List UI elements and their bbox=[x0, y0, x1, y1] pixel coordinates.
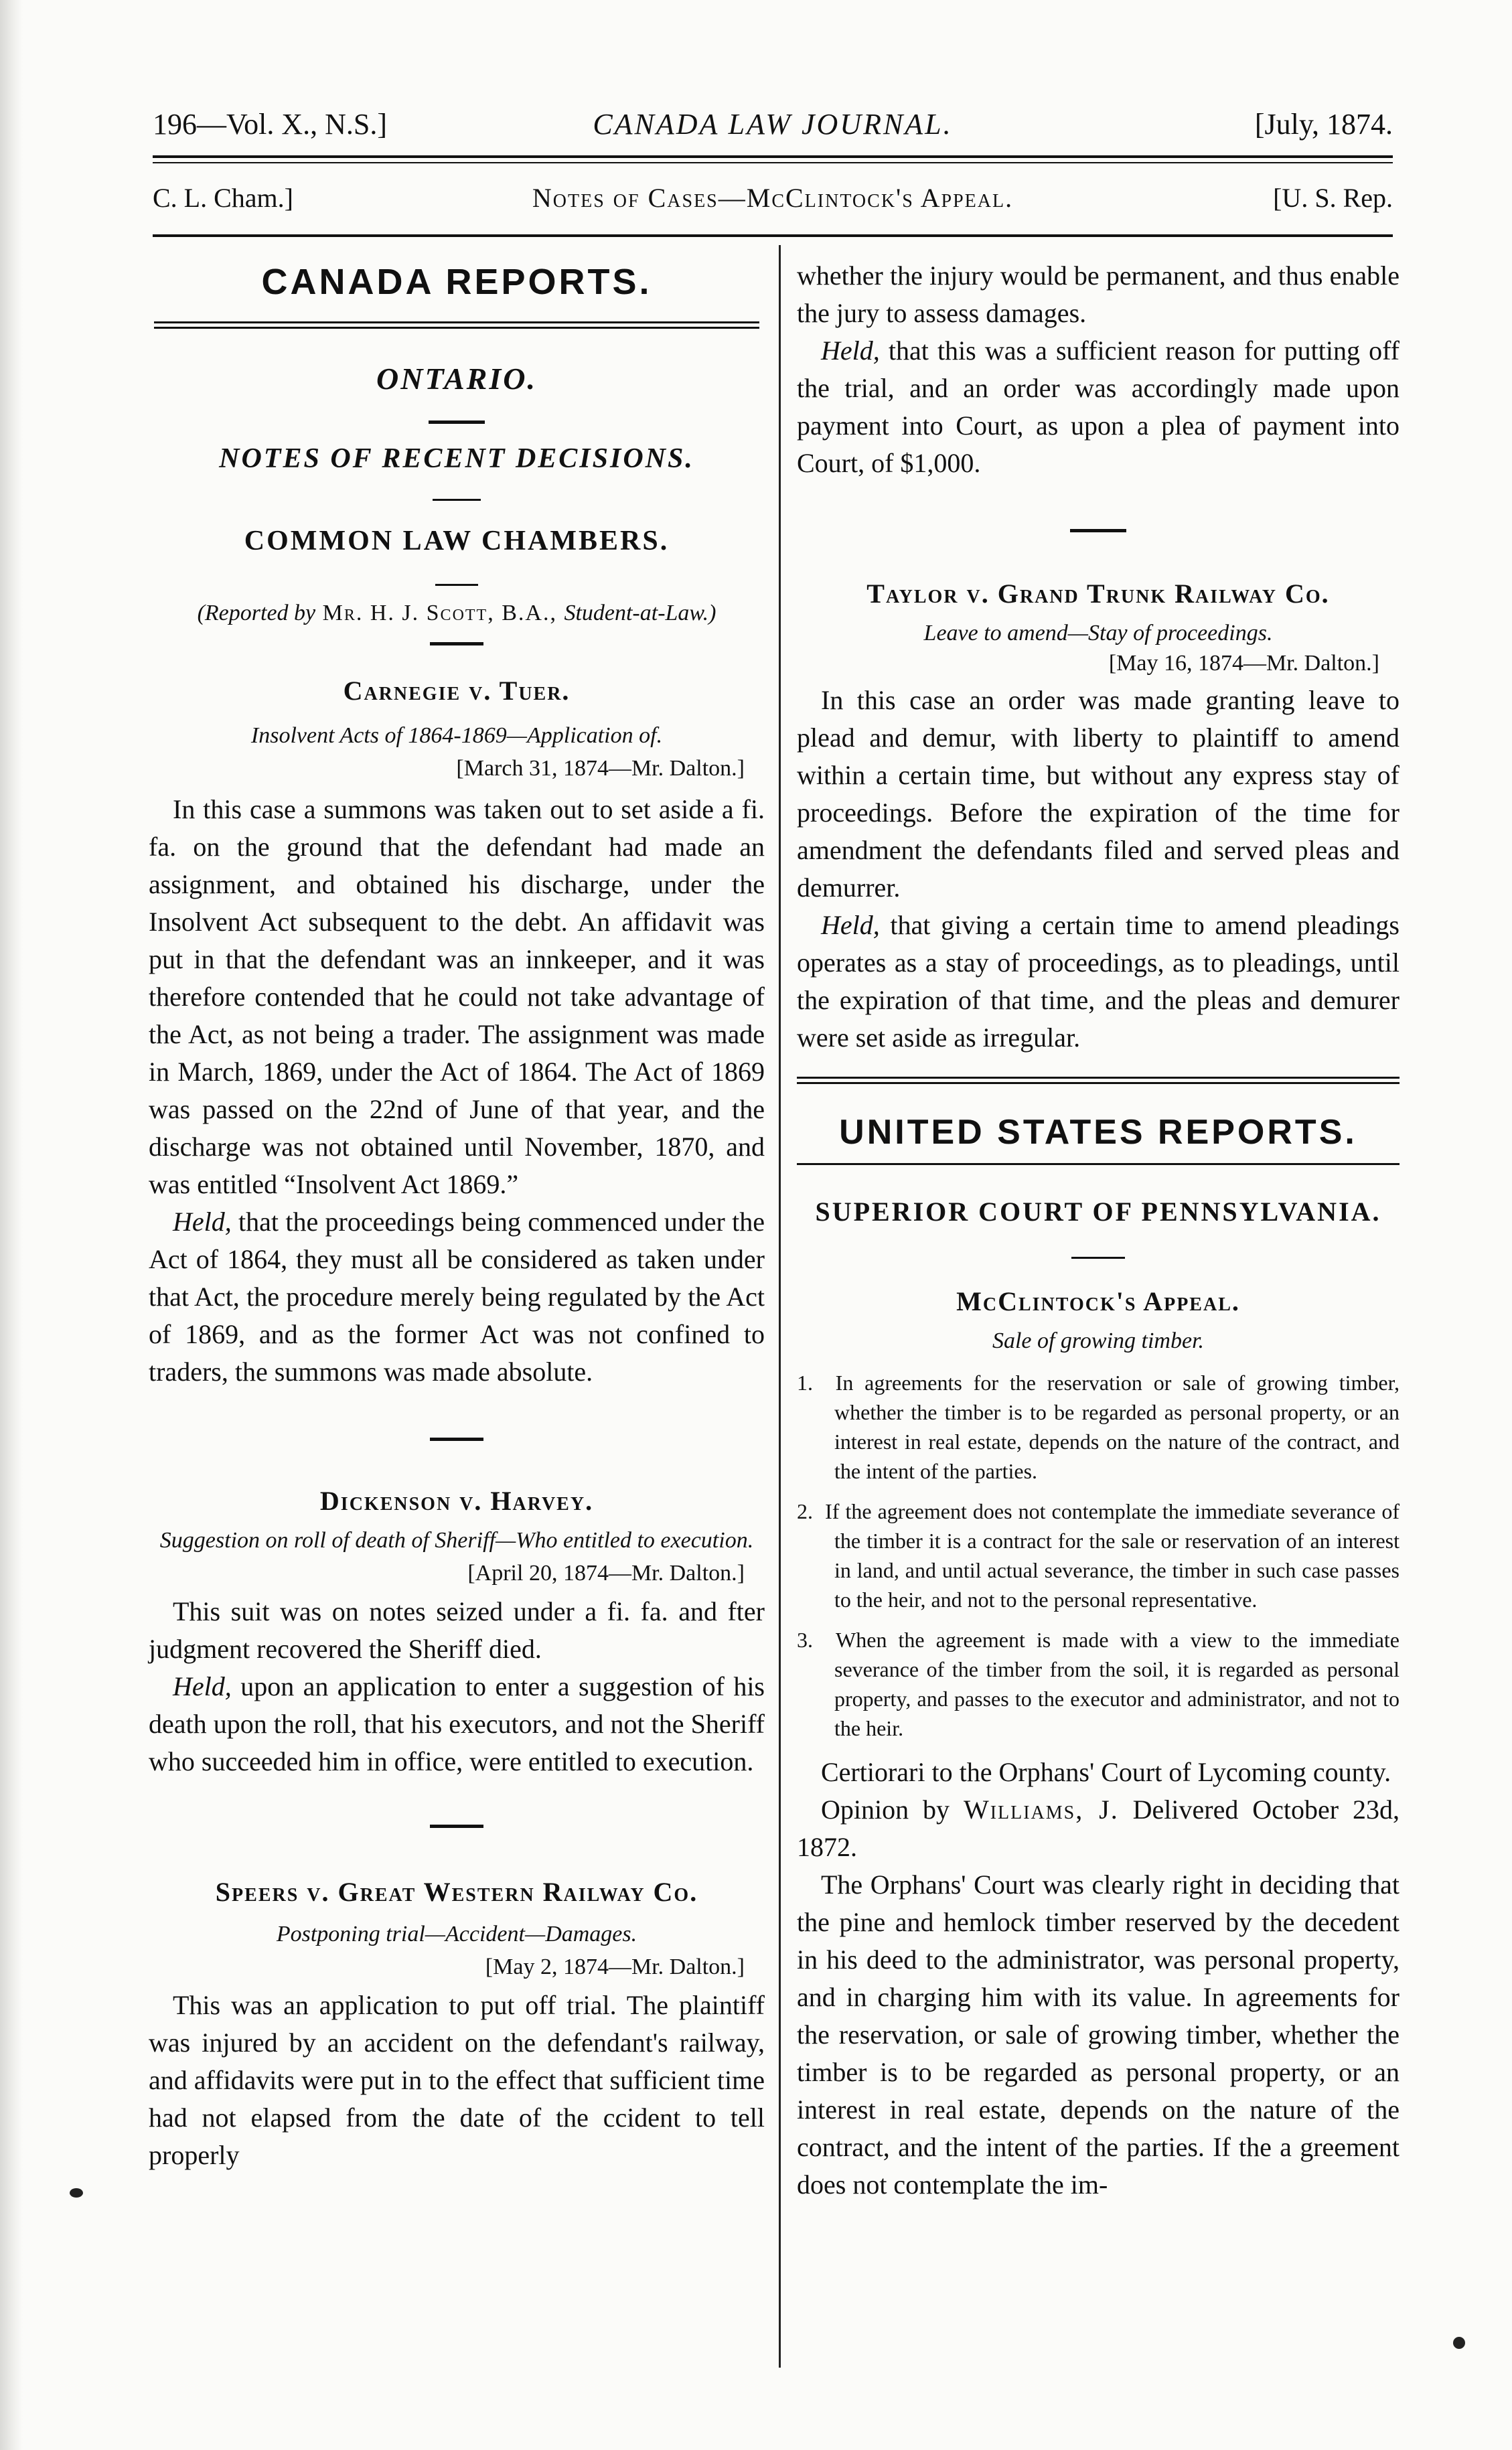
case-separator-2 bbox=[430, 1825, 483, 1828]
short-rule-3 bbox=[435, 584, 478, 586]
reporter-prefix: (Reported by bbox=[197, 601, 316, 625]
ink-blot bbox=[70, 2188, 83, 2198]
case-title-dickenson: Dickenson v. Harvey. bbox=[319, 1486, 594, 1516]
section-header bbox=[153, 182, 1393, 222]
held-text: upon an application to enter a suggestion of his death upon the roll, that his executors, and not the Sheriff who succeeded him in office, were entitled to execution. bbox=[149, 1671, 765, 1776]
case-date-taylor: [May 16, 1874—Mr. Dalton.] bbox=[1108, 651, 1379, 676]
canada-reports-heading: CANADA REPORTS. bbox=[261, 262, 652, 302]
reporter-suffix: Student-at-Law.) bbox=[564, 601, 716, 625]
case-title-mcclintock: McClintock's Appeal. bbox=[956, 1286, 1240, 1316]
case-text-dickenson: This suit was on notes seized under a fi. fa. and fter judgment recovered the Sheriff died. bbox=[149, 1596, 765, 1664]
case-subtitle-dickenson: Suggestion on roll of death of Sheriff—Who entitled to execution. bbox=[159, 1528, 754, 1553]
province-heading: ONTARIO. bbox=[376, 362, 537, 396]
short-rule-4 bbox=[430, 642, 483, 645]
held-label: Held, bbox=[821, 335, 880, 366]
held-label: Held, bbox=[173, 1207, 232, 1237]
held-text: that the proceedings being commenced under the Act of 1864, they must all be considered as taken under that Act, the procedure merely being regulated by the Act of 1869, and as the former Act was not confined to traders, the summons was made absolute. bbox=[149, 1207, 765, 1387]
case-date-dickenson: [April 20, 1874—Mr. Dalton.] bbox=[467, 1561, 745, 1586]
header-rule-top bbox=[153, 155, 1393, 158]
held-label: Held, bbox=[173, 1671, 232, 1701]
notes-heading: NOTES OF RECENT DECISIONS. bbox=[219, 443, 694, 474]
header-court-left: C. L. Cham.] bbox=[153, 183, 293, 213]
case-title-taylor: Taylor v. Grand Trunk Railway Co. bbox=[866, 579, 1330, 609]
headnote-list bbox=[797, 1368, 1400, 1743]
header-court-right: [U. S. Rep. bbox=[1273, 183, 1393, 213]
opinion-text: The Orphans' Court was clearly right in deciding that the pine and hemlock timber reserved by the decedent in his deed to the administrator, was personal property, and in charging him with its value. In agreements for the reservation, or sale of growing timber, whether the timber is to be regarded as personal property, or an interest in real estate, depends on the nature of the contract, and the intent of the parties. If the a greement does not contemplate the im- bbox=[797, 1869, 1400, 2200]
header-volume: 196—Vol. X., N.S.] bbox=[153, 108, 388, 141]
short-rule-2 bbox=[433, 499, 481, 501]
us-reports-rule bbox=[797, 1163, 1400, 1165]
held-label: Held, bbox=[821, 910, 880, 940]
case-holding-taylor bbox=[797, 907, 1400, 1057]
left-column bbox=[149, 248, 765, 2174]
court-heading: COMMON LAW CHAMBERS. bbox=[244, 526, 670, 556]
continued-holding bbox=[797, 332, 1400, 482]
reporter-credit bbox=[149, 601, 765, 626]
headnote-text: In agreements for the reservation or sale of growing timber, whether the timber is to be regarded as personal property, or an interest in real estate, depends on the nature of the contract, and the intent of the parties. bbox=[834, 1371, 1400, 1483]
opinion-suffix: Delivered October 23d, 1872. bbox=[797, 1794, 1400, 1862]
case-subtitle-mcclintock: Sale of growing timber. bbox=[992, 1328, 1205, 1353]
held-text: that giving a certain time to amend pleadings operates as a stay of proceedings, as to pleadings, until the expiration of that time, and the pleas and demurer were set aside as irregular. bbox=[797, 910, 1400, 1053]
case-text-taylor: In this case an order was made granting leave to plead and demur, with liberty to plaintiff to amend within a certain time, but without any express stay of proceedings. Before the expiration of the time for amendment the defendants filed and served pleas and demurrer. bbox=[797, 685, 1400, 903]
case-holding-carnegie bbox=[149, 1203, 765, 1391]
headnote-text: If the agreement does not contemplate the immediate severance of the timber it is a contract for the sale or reservation of an interest in land, and until actual severance, the timber in such case passes to the heir, and not to the personal representative. bbox=[825, 1499, 1400, 1612]
us-reports-rule-top bbox=[797, 1077, 1400, 1084]
case-holding-dickenson bbox=[149, 1668, 765, 1780]
running-header bbox=[153, 107, 1393, 147]
short-rule-5 bbox=[1071, 1257, 1125, 1259]
case-title-carnegie: Carnegie v. Tuer. bbox=[343, 676, 571, 706]
right-column bbox=[797, 248, 1400, 2204]
headnote-number: 1. bbox=[797, 1371, 813, 1395]
case-text-speers: This was an application to put off trial. The plaintiff was injured by an accident on the defendant's railway, and affidavits were put in to the effect that sufficient time had not elapsed from the date of the ccident to tell properly bbox=[149, 1990, 765, 2170]
headnote-number: 2. bbox=[797, 1499, 813, 1523]
opinion-prefix: Opinion by bbox=[821, 1794, 964, 1825]
case-separator-3 bbox=[1070, 529, 1126, 532]
held-text: that this was a sufficient reason for putting off the trial, and an order was accordingly made upon payment into Court, as upon a plea of payment into Court, of $1,000. bbox=[797, 335, 1400, 478]
headnote-item bbox=[797, 1368, 1400, 1486]
case-date-speers: [May 2, 1874—Mr. Dalton.] bbox=[485, 1955, 745, 1979]
us-court-heading: SUPERIOR COURT OF PENNSYLVANIA. bbox=[815, 1197, 1381, 1227]
case-date-carnegie: [March 31, 1874—Mr. Dalton.] bbox=[456, 756, 745, 781]
opinion-line bbox=[797, 1791, 1400, 1866]
short-rule-1 bbox=[429, 420, 485, 424]
case-title-speers: Speers v. Great Western Railway Co. bbox=[215, 1877, 698, 1907]
certiorari-text: Certiorari to the Orphans' Court of Lycoming county. bbox=[821, 1757, 1391, 1787]
headnote-number: 3. bbox=[797, 1628, 813, 1652]
headnote-item bbox=[797, 1625, 1400, 1743]
case-subtitle-speers: Postponing trial—Accident—Damages. bbox=[276, 1922, 637, 1946]
reporter-name: Mr. H. J. Scott, B.A., bbox=[315, 601, 564, 625]
headnote-item bbox=[797, 1497, 1400, 1614]
header-rule-thin bbox=[153, 162, 1393, 163]
case-subtitle-taylor: Leave to amend—Stay of proceedings. bbox=[923, 621, 1273, 645]
opinion-judge: Williams, J. bbox=[963, 1794, 1119, 1825]
continued-text: whether the injury would be permanent, and thus enable the jury to assess damages. bbox=[797, 260, 1400, 328]
scan-edge-shadow bbox=[0, 0, 23, 2450]
case-subtitle-carnegie: Insolvent Acts of 1864-1869—Application of. bbox=[250, 723, 663, 748]
ink-blot bbox=[1453, 2337, 1465, 2349]
case-text-carnegie: In this case a summons was taken out to set aside a fi. fa. on the ground that the defendant had made an assignment, and obtained his discharge, under the Insolvent Act subsequent to the debt. An affidavit was put in that the defendant was an innkeeper, and it was therefore contended that he could not take advantage of the Act, as not being a trader. The assignment was made in March, 1869, under the Act of 1864. The Act of 1869 was passed on the 22nd of June of that year, and the discharge was not obtained until November, 1870, and was entitled “Insolvent Act 1869.” bbox=[149, 794, 765, 1199]
us-reports-heading: UNITED STATES REPORTS. bbox=[839, 1113, 1357, 1152]
column-divider bbox=[779, 245, 781, 2368]
case-separator-1 bbox=[430, 1438, 483, 1441]
section-header-rule bbox=[153, 234, 1393, 237]
header-section-title: Notes of Cases—McClintock's Appeal. bbox=[532, 183, 1014, 213]
canada-reports-rule bbox=[154, 321, 759, 329]
header-journal-title: CANADA LAW JOURNAL. bbox=[593, 108, 953, 141]
header-date: [July, 1874. bbox=[1254, 108, 1393, 141]
headnote-text: When the agreement is made with a view to the immediate severance of the timber from the soil, it is regarded as personal property, and passes to the executor and administrator, and not to the heir. bbox=[834, 1628, 1400, 1740]
